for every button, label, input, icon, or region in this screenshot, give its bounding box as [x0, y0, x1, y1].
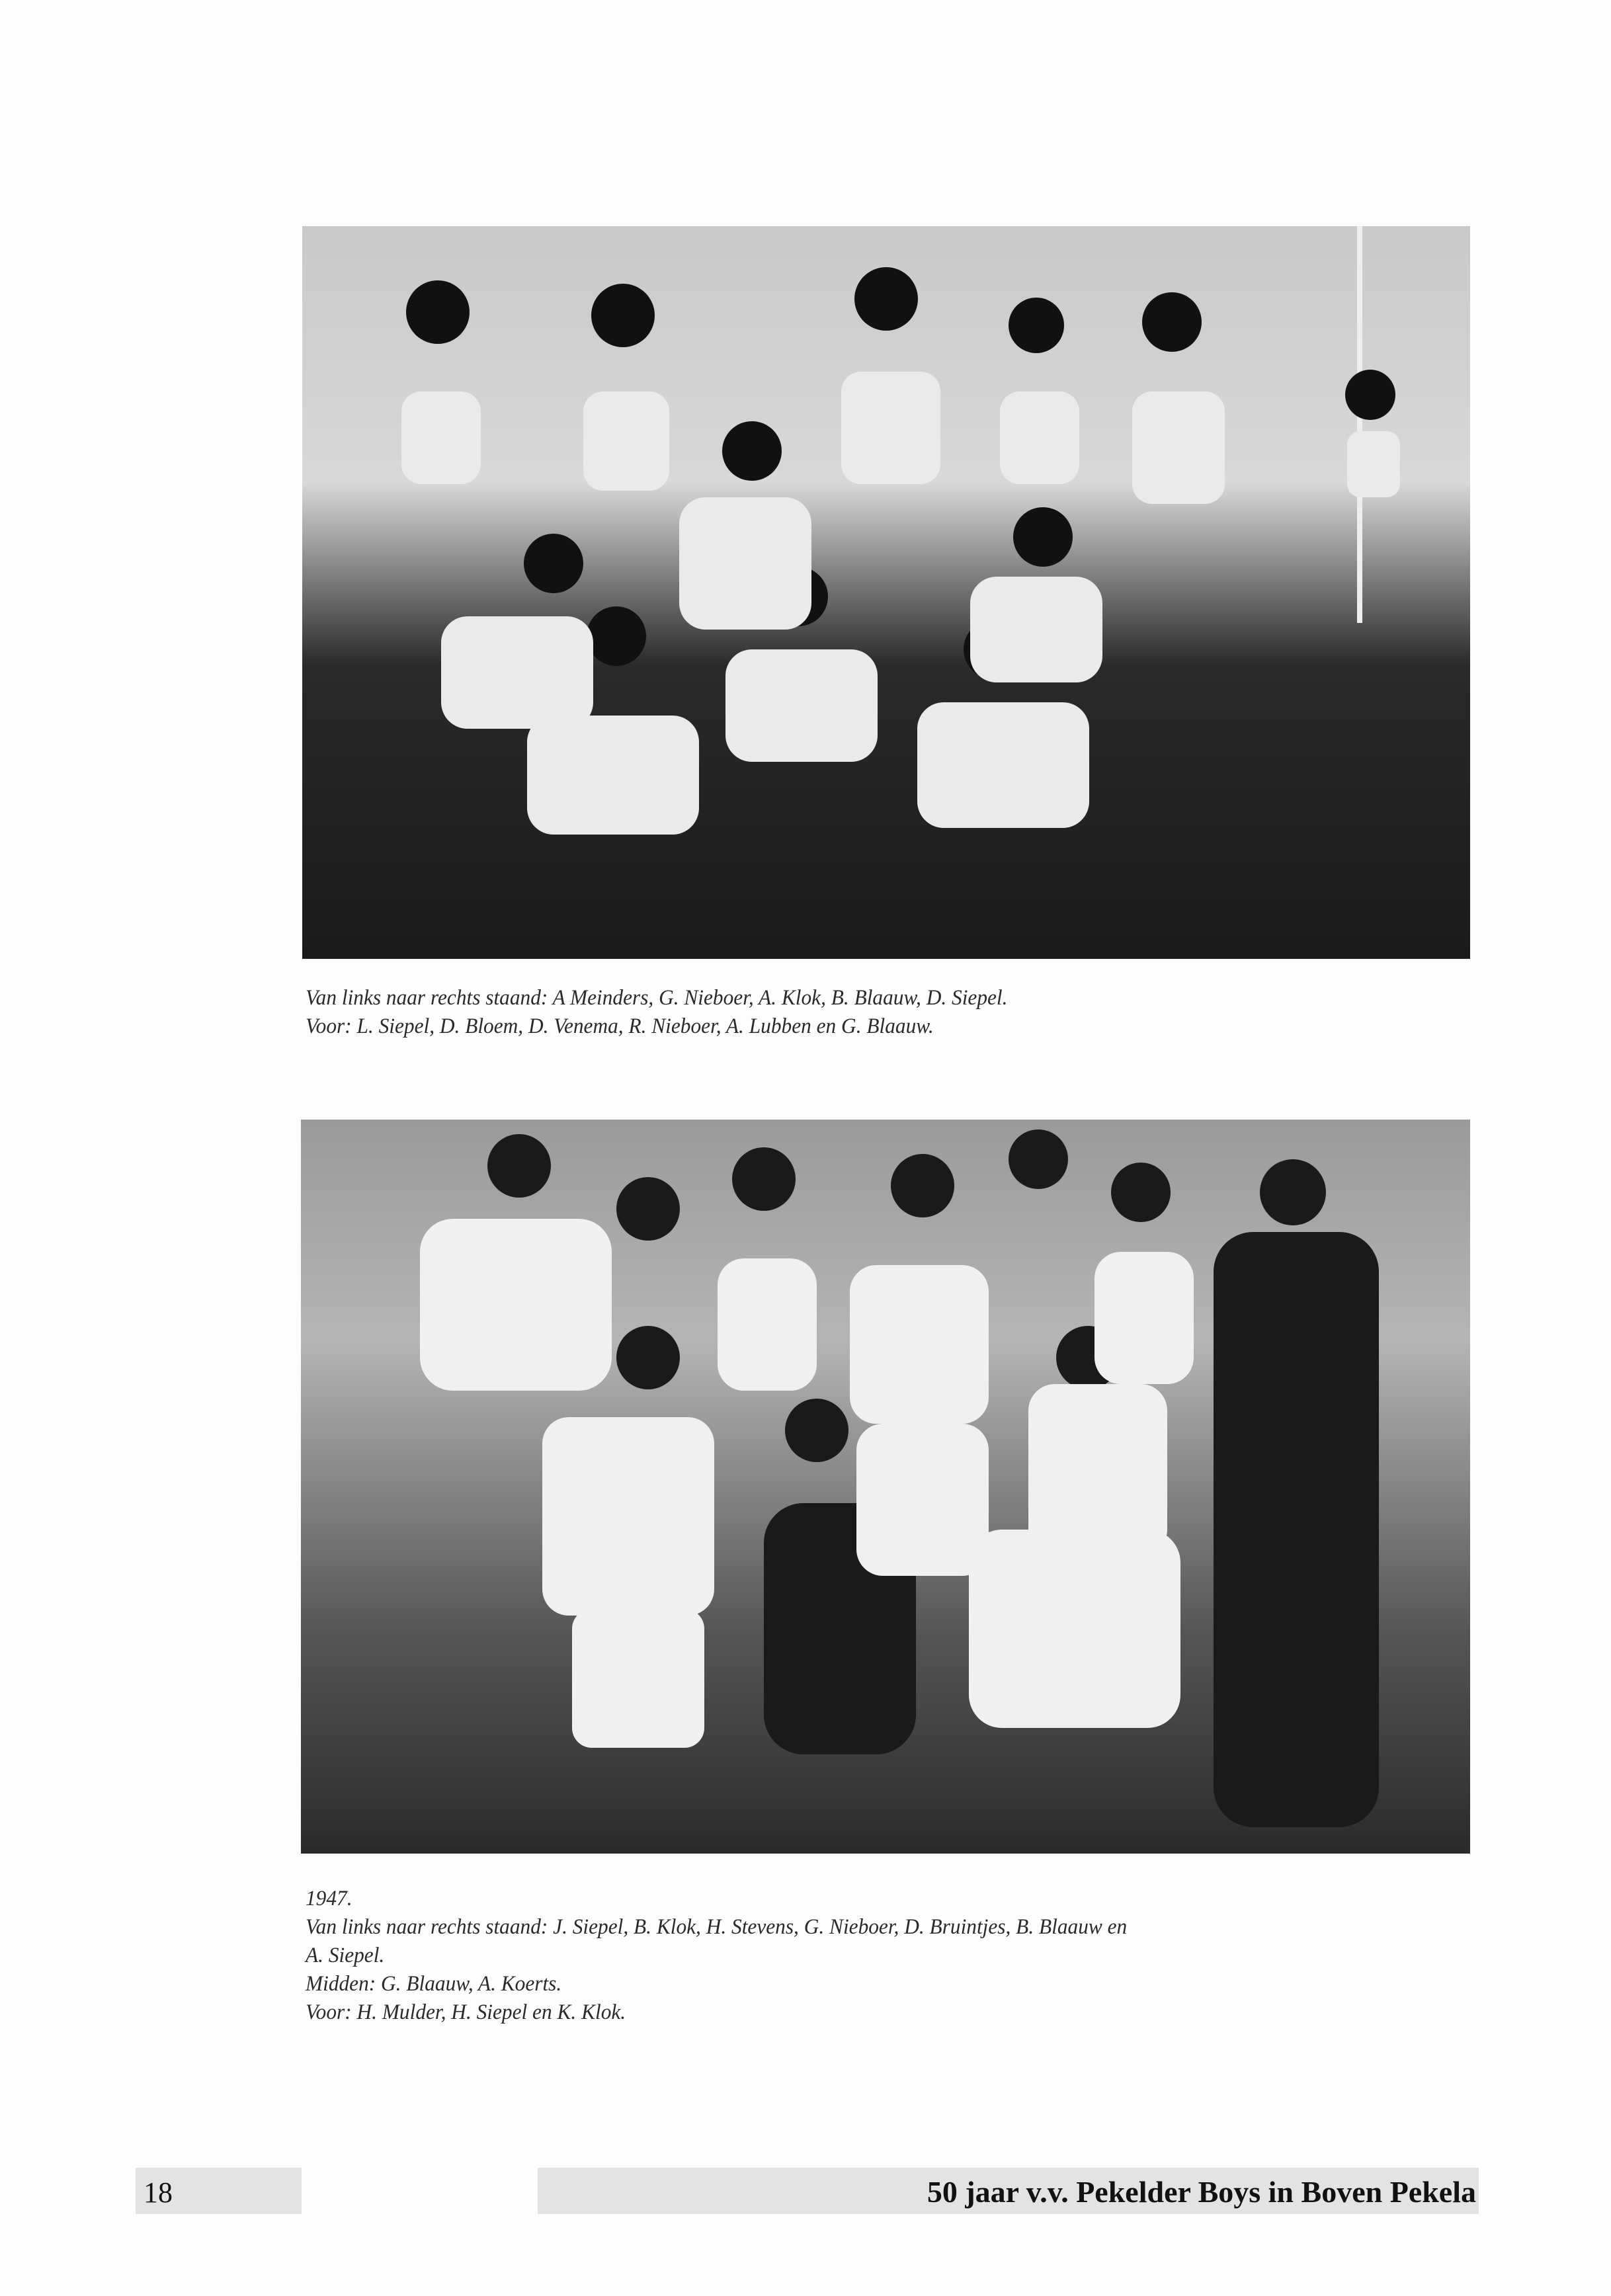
page-number: 18	[144, 2176, 173, 2209]
team-photo-2-image	[301, 1120, 1470, 1854]
caption-line: A. Siepel.	[306, 1944, 385, 1967]
team-photo-1-image	[302, 226, 1470, 959]
caption-year: 1947.	[306, 1887, 352, 1910]
caption-line: Van links naar rechts staand: J. Siepel, B. Klok, H. Stevens, G. Nieboer, D. Bruintjes, B. Blaauw en	[306, 1915, 1128, 1939]
caption-line: Voor: L. Siepel, D. Bloem, D. Venema, R. Nieboer, A. Lubben en G. Blaauw.	[306, 1014, 934, 1038]
page-number-box	[136, 2168, 302, 2214]
team-photo-2	[301, 1120, 1470, 1854]
book-title: 50 jaar v.v. Pekelder Boys in Boven Pekela	[927, 2175, 1476, 2209]
team-photo-1	[302, 226, 1470, 959]
photo-1-caption	[306, 984, 1007, 1041]
running-footer	[538, 2168, 1479, 2214]
caption-line: Voor: H. Mulder, H. Siepel en K. Klok.	[306, 2000, 626, 2024]
photo-2-caption	[306, 1885, 1127, 2027]
caption-line: Van links naar rechts staand: A Meinders, G. Nieboer, A. Klok, B. Blaauw, D. Siepel.	[306, 986, 1008, 1010]
caption-line: Midden: G. Blaauw, A. Koerts.	[306, 1972, 562, 1996]
